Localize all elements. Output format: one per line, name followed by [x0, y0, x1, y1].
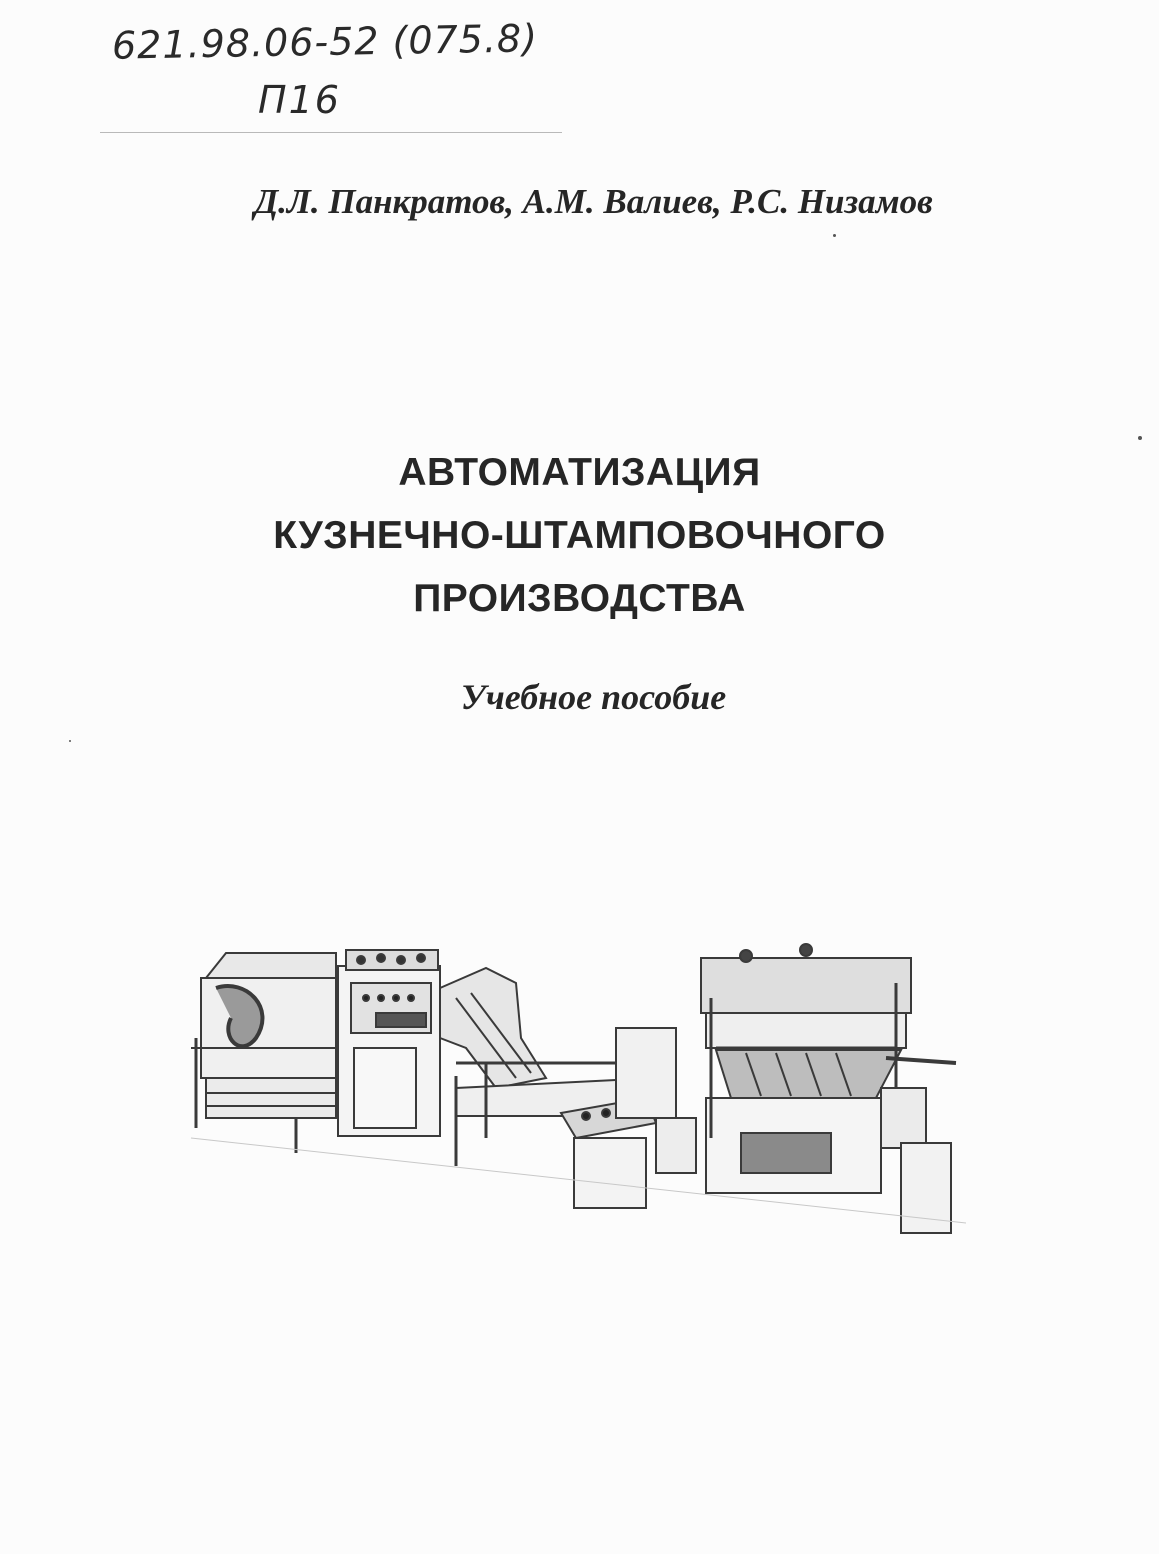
scan-speck	[69, 740, 71, 742]
library-stamp-divider	[100, 132, 562, 133]
title-line-2: КУЗНЕЧНО-ШТАМПОВОЧНОГО	[273, 514, 886, 557]
press-line-illustration-icon	[186, 938, 966, 1268]
title-line-3: ПРОИЗВОДСТВА	[413, 577, 746, 620]
shelf-mark-handwritten: П16	[258, 78, 341, 122]
book-subtitle: Учебное пособие	[460, 677, 727, 717]
scan-speck	[1138, 436, 1142, 440]
book-title	[0, 441, 1159, 630]
title-line-1: АВТОМАТИЗАЦИЯ	[398, 451, 761, 494]
scan-speck	[833, 234, 836, 237]
udc-code-handwritten: 621.98.06-52 (075.8)	[111, 16, 539, 68]
authors-line: Д.Л. Панкратов, А.М. Валиев, Р.С. Низамов	[254, 182, 933, 221]
